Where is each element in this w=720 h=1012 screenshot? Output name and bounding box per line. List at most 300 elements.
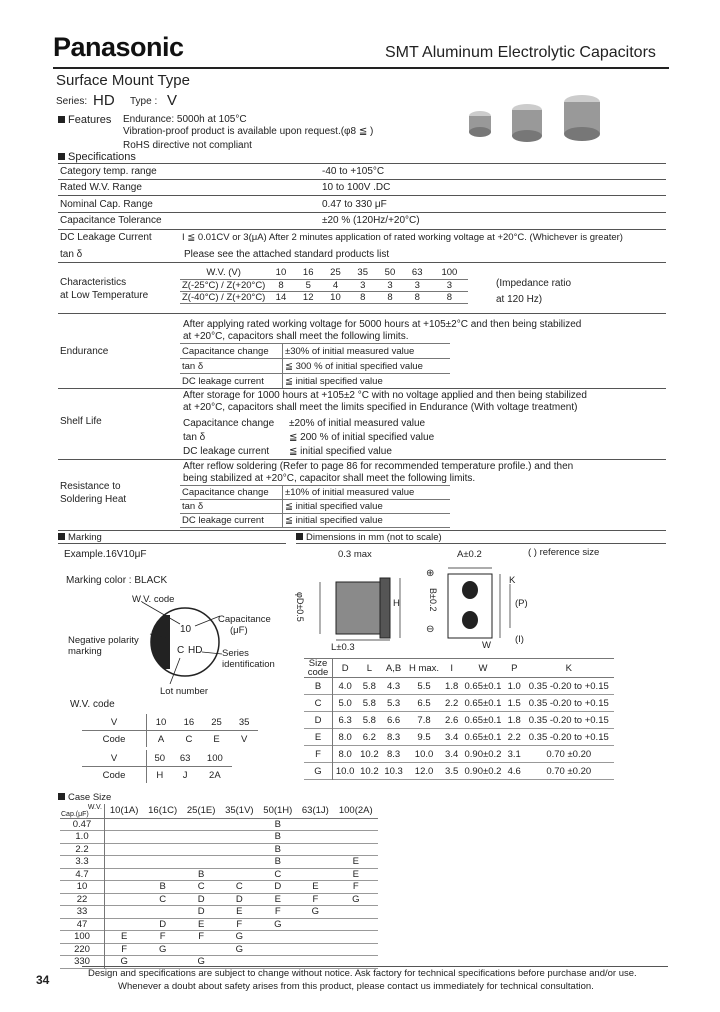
table-cell	[334, 831, 378, 844]
table-header: 100(2A)	[338, 805, 373, 817]
spec-value: ±20 % (120Hz/+20°C)	[322, 215, 420, 226]
table-row	[82, 714, 258, 731]
table-cell: V	[82, 714, 147, 731]
table-cell: 6.3	[338, 714, 352, 726]
shelf-intro: at +20°C, capacitors shall meet the limits specified in Endurance (With voltage treatment)	[183, 402, 578, 413]
spec-value: -40 to +105°C	[322, 166, 385, 177]
spec-rule	[58, 313, 666, 314]
table-cell: 2.2	[445, 697, 459, 709]
table-cell: V	[82, 750, 147, 767]
table-cell	[258, 931, 297, 944]
table-cell: 22	[60, 893, 105, 906]
table-cell: B	[274, 818, 281, 830]
table-row	[304, 695, 614, 712]
table-cell	[105, 843, 144, 856]
table-cell: G	[197, 956, 205, 968]
table-cell: 0.70 ±0.20	[546, 748, 592, 760]
table-cell: 1.8	[507, 714, 521, 726]
table-cell: 10	[155, 716, 167, 728]
table-header: 100	[441, 267, 458, 279]
table-cell: B	[274, 856, 281, 868]
table-row	[180, 279, 468, 291]
table-cell: 10.0	[414, 748, 434, 760]
dim-label-max: 0.3 max	[338, 549, 372, 560]
table-header: 10(1A)	[109, 805, 139, 817]
table-cell: E	[274, 893, 281, 905]
table-cell: C	[235, 881, 243, 893]
marking-wv-label: W.V. code	[132, 594, 175, 605]
table-cell: 10.3	[384, 765, 403, 777]
table-cell: 8	[446, 291, 453, 303]
endurance-table	[180, 343, 450, 389]
table-cell: 2.2	[507, 731, 521, 743]
table-cell: C	[304, 695, 333, 712]
table-cell	[334, 843, 378, 856]
type-value: V	[167, 92, 178, 109]
table-cell: ±30% of initial measured value	[285, 345, 415, 357]
spec-rule	[58, 459, 666, 460]
table-cell: 3	[387, 279, 393, 291]
table-cell: 25	[211, 716, 222, 728]
case-size-table	[60, 804, 378, 969]
table-cell	[105, 856, 144, 869]
wv-code-table-1	[82, 714, 258, 747]
table-row	[60, 906, 378, 919]
table-header: 25	[330, 267, 341, 279]
marking-color: Marking color : BLACK	[66, 575, 168, 586]
spec-label: Resistance to	[60, 481, 121, 492]
bullet-square-icon	[58, 153, 65, 160]
table-row	[82, 731, 258, 748]
table-cell: ≦ initial specified value	[285, 501, 383, 512]
table-cell: E	[120, 931, 128, 943]
page-number: 34	[36, 973, 50, 987]
footer-line: Whenever a doubt about safety arises from this product, please contact us immediately for technical consultation.	[118, 981, 594, 992]
minus-icon: ⊖	[426, 624, 435, 635]
table-cell: ≦ initial specified value	[285, 375, 383, 387]
corner-bottom: Cap.(μF)	[61, 810, 89, 818]
table-cell: Capacitance change	[180, 344, 283, 359]
shelf-intro: After storage for 1000 hours at +105±2 °C with no voltage applied and then being stabilized	[183, 390, 587, 401]
table-cell: E	[352, 856, 359, 868]
table-cell	[105, 906, 144, 919]
table-cell: C	[159, 893, 167, 905]
table-row	[60, 918, 378, 931]
spec-rule	[58, 179, 666, 180]
table-cell: F	[159, 931, 166, 943]
table-cell: F	[198, 931, 205, 943]
table-cell: 6.2	[362, 731, 376, 743]
table-cell: G	[235, 943, 244, 955]
table-cell: 4.3	[386, 680, 401, 692]
table-row	[180, 514, 450, 528]
table-cell: 4.6	[507, 765, 521, 777]
spec-rule	[58, 262, 666, 263]
table-cell	[105, 818, 144, 831]
table-row	[82, 767, 232, 784]
table-cell	[334, 918, 378, 931]
table-cell	[143, 856, 182, 869]
marking-rule	[58, 543, 286, 544]
spec-label: Nominal Cap. Range	[60, 199, 153, 210]
table-cell: DC leakage current	[180, 514, 283, 528]
dimensions-table	[304, 658, 614, 780]
table-cell: E	[312, 881, 319, 893]
shelf-cell: Capacitance change	[183, 418, 275, 429]
table-cell: 0.35 -0.20 to +0.15	[528, 680, 609, 692]
table-header: A,B	[385, 662, 402, 674]
table-cell: B	[274, 831, 281, 843]
table-cell: 6.5	[417, 697, 431, 709]
table-cell: B	[304, 678, 333, 695]
table-cell: F	[121, 943, 128, 955]
capacitor-large-icon	[564, 95, 600, 141]
table-cell: 50	[154, 752, 166, 764]
dim-label-k: K	[509, 575, 516, 586]
marking-example: Example.16V10μF	[64, 549, 147, 560]
table-cell: 0.65±0.1	[464, 697, 502, 709]
table-cell: G	[235, 931, 244, 943]
table-cell	[143, 906, 182, 919]
table-cell: 5.5	[417, 680, 431, 692]
table-cell: 3.1	[507, 748, 521, 760]
table-cell: E	[236, 906, 243, 918]
spec-label: Shelf Life	[60, 416, 102, 427]
table-cell: 330	[60, 956, 105, 969]
soldering-table	[180, 485, 450, 528]
type-label: Type :	[130, 96, 158, 107]
table-row	[60, 804, 378, 818]
table-cell: V	[240, 733, 248, 745]
table-cell: F	[236, 918, 243, 930]
table-cell: 5.8	[362, 680, 376, 692]
table-cell: G	[352, 893, 360, 905]
specifications-heading: Specifications	[58, 151, 136, 163]
table-cell: 8.3	[386, 748, 401, 760]
table-row	[180, 486, 450, 500]
table-header: 50(1H)	[263, 805, 293, 817]
table-cell: 14	[275, 291, 287, 303]
table-cell: 0.65±0.1	[464, 680, 502, 692]
table-cell	[105, 868, 144, 881]
table-cell: tan δ	[180, 500, 283, 514]
table-cell: B	[159, 881, 166, 893]
marking-heading: Marking	[58, 532, 102, 543]
table-cell: tan δ	[180, 359, 283, 374]
spec-rule	[58, 195, 666, 196]
table-cell: Z(-25°C) / Z(+20°C)	[182, 279, 266, 291]
table-cell	[334, 943, 378, 956]
table-row	[60, 843, 378, 856]
table-cell: C	[274, 868, 282, 880]
table-cell	[220, 843, 258, 856]
capacitor-small-icon	[469, 111, 491, 137]
soldering-intro: After reflow soldering (Refer to page 86 for recommended temperature profile.) and then	[183, 461, 574, 472]
soldering-intro: being stabilized at +20°C, capacitor shall meet the following limits.	[183, 473, 476, 484]
table-row	[180, 344, 450, 359]
table-cell: 3.3	[60, 856, 105, 869]
dim-label-l: L±0.3	[331, 642, 355, 653]
spec-value: 10 to 100V .DC	[322, 182, 391, 193]
table-cell: 5.0	[338, 697, 352, 709]
table-cell: 6.6	[386, 714, 401, 726]
marking-series-label: Series	[222, 648, 249, 659]
table-cell	[105, 831, 144, 844]
table-cell	[297, 943, 333, 956]
product-photo	[460, 94, 620, 154]
corner-top: W.V.	[87, 804, 102, 811]
spec-rule	[58, 388, 666, 389]
bullet-square-icon	[58, 116, 65, 123]
spec-label: Rated W.V. Range	[60, 182, 142, 193]
table-cell: 0.47	[60, 818, 105, 831]
marking-cap-text: 10	[180, 624, 192, 635]
table-cell	[143, 868, 182, 881]
spec-value: Please see the attached standard products list	[184, 249, 390, 260]
table-cell: 220	[60, 943, 105, 956]
table-cell	[297, 831, 333, 844]
table-cell: 0.65±0.1	[464, 731, 502, 743]
dim-label-a: A±0.2	[457, 549, 482, 560]
table-cell	[334, 906, 378, 919]
spec-label: Capacitance Tolerance	[60, 215, 162, 226]
table-cell: C	[185, 733, 193, 745]
table-cell: E	[352, 868, 359, 880]
footer-line: Design and specifications are subject to change without notice. Ask factory for technical specifications before purchase and/or use.	[88, 968, 637, 979]
table-cell	[105, 918, 144, 931]
dim-label-d: φD±0.5	[295, 592, 305, 622]
table-cell: Capacitance change	[180, 486, 283, 500]
table-cell: 0.70 ±0.20	[546, 765, 592, 777]
table-cell: G	[158, 943, 167, 955]
endurance-intro: at +20°C, capacitors shall meet the following limits.	[183, 331, 409, 342]
table-cell: 5.8	[362, 714, 376, 726]
table-cell: D	[197, 893, 205, 905]
marking-lot-label: Lot number	[160, 686, 209, 697]
feature-line: Vibration-proof product is available upon request.(φ8 ≦ )	[123, 126, 374, 137]
dim-label-i: (I)	[515, 634, 524, 645]
dimensions-heading: Dimensions in mm (not to scale)	[296, 532, 442, 543]
table-cell: F	[352, 881, 359, 893]
table-cell: 0.35 -0.20 to +0.15	[528, 731, 609, 743]
table-cell: B	[197, 868, 205, 880]
table-cell: ≦ initial specified value	[285, 515, 383, 526]
product-title: SMT Aluminum Electrolytic Capacitors	[385, 44, 656, 61]
table-cell: 10	[330, 291, 341, 303]
series-label: Series:	[56, 96, 88, 107]
table-row	[304, 763, 614, 780]
table-row	[60, 943, 378, 956]
table-cell: 10.2	[360, 748, 379, 760]
table-cell	[182, 856, 220, 869]
table-cell: 7.8	[417, 714, 431, 726]
spec-label: DC Leakage Current	[60, 232, 152, 243]
table-cell: 0.90±0.2	[464, 765, 502, 777]
table-cell: 1.8	[445, 680, 459, 692]
table-cell: 100	[60, 931, 105, 944]
table-cell	[297, 931, 333, 944]
dim-label-b: B±0.2	[428, 588, 438, 612]
spec-label: at Low Temperature	[60, 290, 149, 301]
spec-rule	[58, 212, 666, 213]
table-cell: 10.0	[335, 765, 355, 777]
table-row	[304, 659, 614, 678]
table-cell: DC leakage current	[180, 374, 283, 389]
table-header: 50	[384, 267, 396, 279]
type-title: Surface Mount Type	[56, 72, 190, 89]
shelf-cell: ≦ 200 % of initial specified value	[289, 432, 435, 443]
table-cell	[105, 893, 144, 906]
impedance-note: at 120 Hz)	[496, 294, 543, 305]
table-row	[180, 359, 450, 374]
table-cell	[297, 818, 333, 831]
marking-neg-label: marking	[68, 646, 102, 657]
table-header: 25(1E)	[186, 805, 216, 817]
table-cell: J	[182, 769, 188, 781]
table-cell: 0.90±0.2	[464, 748, 502, 760]
table-cell: F	[304, 746, 333, 763]
table-cell	[297, 868, 333, 881]
table-cell: ±10% of initial measured value	[285, 487, 415, 498]
spec-rule	[58, 229, 666, 230]
table-cell: 9.5	[417, 731, 431, 743]
table-header: 63(1J)	[301, 805, 329, 817]
table-cell	[334, 818, 378, 831]
table-cell: 5.3	[386, 697, 401, 709]
table-header: 16	[302, 267, 314, 279]
table-cell: ≦ 300 % of initial specified value	[285, 360, 423, 372]
wv-table-title: W.V. code	[70, 699, 115, 710]
table-cell: 10.2	[360, 765, 379, 777]
table-row	[60, 931, 378, 944]
shelf-cell: ±20% of initial measured value	[289, 418, 426, 429]
table-cell: G	[120, 956, 128, 968]
table-cell: A	[157, 733, 165, 745]
table-row	[180, 291, 468, 303]
spec-value: 0.47 to 330 μF	[322, 199, 387, 210]
table-cell: H	[156, 769, 164, 781]
table-cell: E	[197, 918, 205, 930]
table-cell	[182, 943, 220, 956]
table-row	[304, 712, 614, 729]
spec-label: Characteristics	[60, 277, 127, 288]
plus-icon: ⊕	[426, 568, 435, 579]
table-cell: G	[274, 918, 282, 930]
table-cell	[220, 868, 258, 881]
marking-series-label: identification	[222, 659, 275, 670]
table-cell: Code	[82, 731, 147, 748]
table-cell: 47	[60, 918, 105, 931]
table-row	[82, 750, 232, 767]
table-cell: 0.35 -0.20 to +0.15	[528, 697, 609, 709]
table-cell: 8	[360, 291, 366, 303]
table-header: K	[565, 662, 572, 674]
dimensions-rule	[296, 543, 666, 544]
corner-cell	[60, 804, 105, 818]
table-cell	[143, 843, 182, 856]
series-value: HD	[93, 92, 115, 109]
table-cell: D	[197, 906, 205, 918]
header-rule	[53, 67, 669, 69]
spec-rule	[58, 163, 666, 164]
spec-label: Endurance	[60, 346, 109, 357]
table-header: 35(1V)	[225, 805, 254, 817]
table-cell	[143, 831, 182, 844]
table-cell: 8.0	[338, 731, 352, 743]
table-cell: 2.6	[445, 714, 459, 726]
table-cell: Z(-40°C) / Z(+20°C)	[182, 291, 266, 303]
table-cell: 3	[414, 279, 420, 291]
table-cell: D	[304, 712, 333, 729]
spec-label: Category temp. range	[60, 166, 157, 177]
dim-label-p: (P)	[515, 598, 528, 609]
table-cell: D	[235, 893, 243, 905]
table-cell: G	[311, 906, 320, 918]
footer-rule	[82, 966, 668, 967]
table-cell: 3.4	[445, 748, 459, 760]
table-header: W.V. (V)	[206, 267, 241, 279]
table-cell	[220, 818, 258, 831]
bullet-square-icon	[58, 793, 65, 800]
table-cell	[182, 818, 220, 831]
table-cell	[220, 856, 258, 869]
marking-code-text: C	[177, 645, 185, 656]
wv-code-table-2	[82, 750, 232, 783]
shelf-cell: tan δ	[183, 432, 206, 443]
low-temp-table	[180, 267, 468, 304]
table-cell: 4.0	[338, 680, 352, 692]
table-cell: 5.8	[362, 697, 376, 709]
table-cell: E	[304, 729, 333, 746]
table-cell: 8	[414, 291, 420, 303]
table-cell	[297, 856, 333, 869]
spec-value: I ≦ 0.01CV or 3(μA) After 2 minutes application of rated working voltage at +20°C. (Whichever is greater)	[182, 232, 623, 243]
table-row	[180, 374, 450, 389]
table-row	[60, 856, 378, 869]
feature-line: Endurance: 5000h at 105°C	[123, 114, 247, 125]
table-cell	[182, 843, 220, 856]
table-header: P	[511, 662, 518, 674]
table-row	[60, 868, 378, 881]
table-cell: 5	[305, 279, 311, 291]
bullet-square-icon	[58, 533, 65, 540]
features-heading: Features	[58, 114, 111, 126]
table-cell: 1.0	[60, 831, 105, 844]
table-cell: 8	[387, 291, 393, 303]
table-cell: D	[159, 918, 167, 930]
table-header: D	[341, 662, 349, 674]
table-header: I	[450, 662, 453, 674]
table-cell: 16	[183, 716, 195, 728]
marking-cap-label: Capacitance	[218, 614, 271, 625]
table-cell: G	[304, 763, 333, 780]
dim-label-h: H	[393, 598, 400, 609]
table-row	[304, 729, 614, 746]
table-cell: 8.3	[386, 731, 401, 743]
spec-rule	[58, 530, 666, 531]
shelf-cell: ≦ initial specified value	[289, 446, 392, 457]
table-header: L	[366, 662, 372, 674]
table-cell: 33	[60, 906, 105, 919]
table-cell	[334, 931, 378, 944]
table-cell: 1.0	[507, 680, 521, 692]
table-cell	[105, 881, 144, 894]
shelf-cell: DC leakage current	[183, 446, 270, 457]
dim-label-w: W	[482, 640, 491, 651]
table-row	[60, 818, 378, 831]
table-header: 63	[411, 267, 423, 279]
table-cell	[143, 818, 182, 831]
